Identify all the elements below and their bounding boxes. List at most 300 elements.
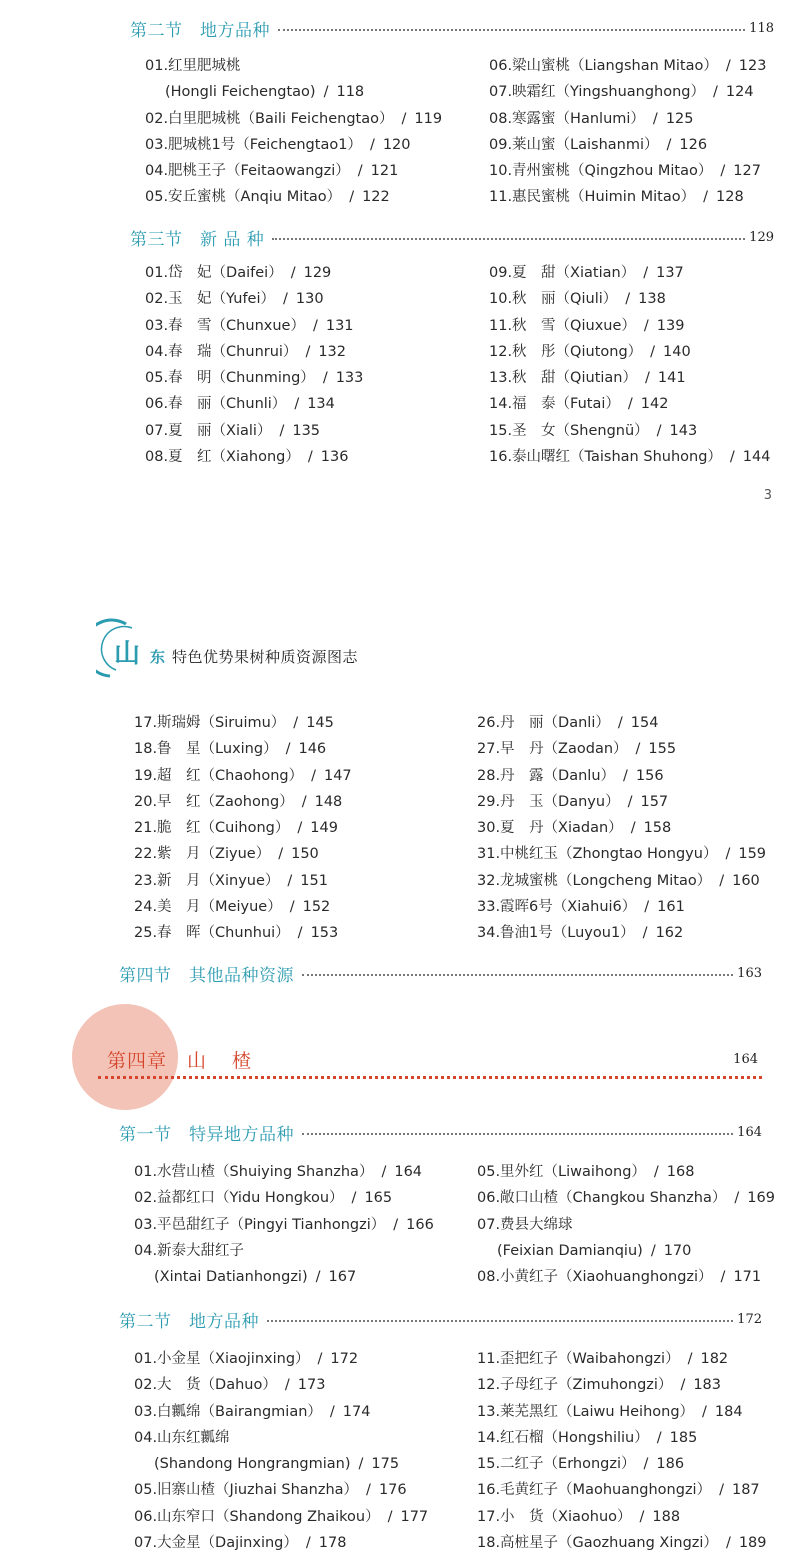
entry-label: 18.高桩星子（Gaozhuang Xingzi）	[477, 1535, 718, 1552]
entry-list-right	[489, 53, 766, 211]
toc-entry[interactable]	[145, 418, 363, 444]
entry-page-number: 164	[394, 1164, 423, 1180]
entry-page-number: 152	[302, 899, 331, 916]
entry-page-number: 159	[738, 846, 767, 863]
entry-separator: /	[322, 370, 328, 387]
toc-entry[interactable]	[477, 789, 766, 815]
entry-label: 12.秋 彤（Qiutong）	[489, 343, 643, 360]
toc-entry[interactable]	[145, 444, 363, 470]
toc-entry[interactable]	[489, 339, 770, 365]
entry-page-number: 131	[325, 317, 354, 334]
entry-separator: /	[627, 396, 633, 413]
section-page-number: 129	[749, 229, 774, 245]
entry-page-number: 176	[378, 1482, 407, 1499]
section-page-number: 118	[749, 20, 774, 36]
entry-separator: /	[315, 1269, 321, 1286]
entry-page-number: 177	[400, 1508, 429, 1525]
book-logo	[96, 618, 166, 684]
entry-label: 04.春 瑞（Chunrui）	[145, 343, 298, 360]
entry-page-number: 155	[648, 741, 677, 758]
entry-page-number: 169	[747, 1190, 775, 1207]
dot-leader	[272, 238, 745, 240]
entry-separator: /	[284, 1377, 290, 1394]
entry-page-number: 186	[656, 1456, 685, 1473]
toc-entry[interactable]	[477, 894, 766, 920]
entry-separator: /	[290, 265, 296, 281]
entry-page-number: 157	[640, 793, 669, 810]
entry-separator: /	[653, 1164, 659, 1180]
toc-entry[interactable]	[134, 841, 352, 867]
toc-entry[interactable]	[134, 1372, 428, 1398]
entry-label: 08.小黄红子（Xiaohuanghongzi）	[477, 1269, 713, 1286]
entry-label: 05.旧寨山楂（Jiuzhai Shanzha）	[134, 1482, 359, 1499]
entry-page-number: 144	[742, 449, 771, 466]
entry-separator: /	[381, 1164, 387, 1180]
entry-list-left	[145, 260, 363, 470]
entry-page-number: 151	[300, 872, 328, 889]
section-title: 第三节 新 品 种	[130, 229, 265, 250]
toc-entry[interactable]	[489, 79, 766, 105]
entry-page-number: 168	[666, 1164, 695, 1180]
toc-entry[interactable]	[134, 1451, 428, 1477]
toc-entry[interactable]	[145, 313, 363, 339]
entry-separator: /	[366, 1482, 371, 1499]
entry-label: 24.美 月（Meiyue）	[134, 899, 282, 916]
entry-page-number: 174	[342, 1403, 371, 1420]
entry-separator: /	[644, 370, 650, 387]
toc-entry[interactable]	[489, 365, 770, 391]
toc-entry[interactable]	[134, 1399, 428, 1425]
entry-label: 14.福 泰（Futai）	[489, 396, 620, 413]
entry-label: 13.秋 甜（Qiutian）	[489, 370, 637, 387]
toc-page-3	[0, 0, 800, 520]
toc-entry[interactable]	[477, 1399, 767, 1425]
entry-label: 02.白里肥城桃（Baili Feichengtao）	[145, 110, 394, 127]
entry-separator: /	[703, 189, 709, 206]
toc-entry[interactable]	[477, 841, 766, 867]
entry-page-number: 147	[323, 767, 352, 784]
section-heading[interactable]	[119, 961, 762, 985]
entry-list-left	[134, 710, 352, 947]
chapter-name[interactable]: 山 楂	[187, 1050, 262, 1072]
entry-page-number: 165	[364, 1190, 393, 1207]
entry-page-number: 175	[371, 1456, 400, 1473]
entry-separator: /	[285, 741, 291, 758]
toc-entry[interactable]	[134, 894, 352, 920]
entry-page-number: 184	[714, 1403, 743, 1420]
entry-page-number: 134	[307, 396, 335, 413]
entry-list-right	[477, 1159, 775, 1290]
toc-entry[interactable]	[477, 1451, 767, 1477]
toc-entry[interactable]	[134, 815, 352, 841]
entry-separator: /	[401, 110, 407, 127]
entry-separator: /	[305, 343, 311, 360]
entry-separator: /	[644, 899, 650, 916]
entry-page-number: 130	[295, 291, 324, 308]
entry-page-number: 126	[679, 136, 708, 153]
entry-separator: /	[643, 1456, 649, 1473]
toc-entry[interactable]	[489, 391, 770, 417]
section-heading[interactable]	[119, 1120, 762, 1144]
entry-label: 06.山东窄口（Shandong Zhaikou）	[134, 1508, 380, 1525]
toc-entry[interactable]	[145, 365, 363, 391]
entry-label: 13.莱芜黑红（Laiwu Heihong）	[477, 1403, 695, 1420]
entry-separator: /	[639, 1508, 645, 1525]
entry-label: 03.肥城桃1号（Feichengtao1）	[145, 136, 362, 153]
entry-separator: /	[387, 1508, 393, 1525]
entry-label: 06.敞口山楂（Changkou Shanzha）	[477, 1190, 727, 1207]
toc-entry[interactable]	[489, 53, 766, 79]
entry-page-number: 140	[663, 343, 691, 360]
toc-entry[interactable]	[489, 260, 770, 286]
entry-label: 10.青州蜜桃（Qingzhou Mitao）	[489, 163, 713, 180]
entry-label: 08.寒露蜜（Hanlumi）	[489, 110, 645, 127]
entry-label: 12.子母红子（Zimuhongzi）	[477, 1377, 673, 1394]
entry-separator: /	[680, 1377, 686, 1394]
entry-label: 20.早 红（Zaohong）	[134, 793, 294, 810]
entry-separator: /	[734, 1190, 740, 1207]
entry-label: (Hongli Feichengtao)	[165, 84, 316, 101]
entry-label: (Feixian Damianqiu)	[497, 1242, 643, 1259]
entry-label: 34.鲁油1号（Luyou1）	[477, 925, 635, 942]
entry-separator: /	[725, 846, 731, 863]
entry-page-number: 166	[406, 1216, 434, 1233]
entry-label: 11.歪把红子（Waibahongzi）	[477, 1351, 680, 1367]
entry-label: 06.梁山蜜桃（Liangshan Mitao）	[489, 58, 718, 74]
entry-label: 21.脆 红（Cuihong）	[134, 820, 290, 837]
entry-separator: /	[652, 110, 658, 127]
entry-separator: /	[687, 1351, 693, 1367]
entry-page-number: 146	[298, 741, 327, 758]
entry-page-number: 121	[370, 163, 399, 180]
entry-label: 18.鲁 星（Luxing）	[134, 741, 278, 758]
entry-separator: /	[297, 820, 303, 837]
entry-page-number: 183	[693, 1377, 722, 1394]
entry-label: 05.春 明（Chunming）	[145, 370, 315, 387]
toc-entry[interactable]	[489, 418, 770, 444]
toc-entry[interactable]	[145, 391, 363, 417]
entry-label: 27.早 丹（Zaodan）	[477, 741, 628, 758]
entry-label: 01.水营山楂（Shuiying Shanzha）	[134, 1164, 374, 1180]
toc-entry[interactable]	[477, 1372, 767, 1398]
entry-separator: /	[625, 291, 631, 308]
entry-label: 15.二红子（Erhongzi）	[477, 1456, 636, 1473]
entry-page-number: 123	[738, 58, 767, 74]
toc-entry[interactable]	[134, 1346, 428, 1372]
entry-label: 11.秋 雪（Qiuxue）	[489, 317, 636, 334]
entry-separator: /	[656, 1429, 662, 1446]
section-title: 第二节 地方品种	[130, 20, 270, 41]
entry-separator: /	[369, 136, 375, 153]
toc-entry[interactable]	[489, 286, 770, 312]
toc-entry[interactable]	[477, 1264, 775, 1290]
section-page-number: 164	[737, 1124, 762, 1140]
entry-label: 10.秋 丽（Qiuli）	[489, 291, 618, 308]
entry-separator: /	[317, 1351, 323, 1367]
toc-entry[interactable]	[134, 1504, 428, 1530]
entry-label: 26.丹 丽（Danli）	[477, 715, 610, 731]
entry-separator: /	[713, 84, 718, 101]
entry-label: 07.夏 丽（Xiali）	[145, 422, 272, 439]
entry-label: 29.丹 玉（Danyu）	[477, 793, 620, 810]
entry-label: 03.春 雪（Chunxue）	[145, 317, 305, 334]
entry-label: 04.肥桃王子（Feitaowangzi）	[145, 163, 350, 180]
toc-entry[interactable]	[134, 1477, 428, 1503]
chapter-page-number: 164	[733, 1052, 758, 1067]
entry-separator: /	[635, 741, 641, 758]
entry-list-left	[134, 1159, 434, 1290]
entry-label: 31.中桃红玉（Zhongtao Hongyu）	[477, 846, 718, 863]
entry-label: 30.夏 丹（Xiadan）	[477, 820, 623, 837]
toc-entry[interactable]	[477, 763, 766, 789]
section-heading[interactable]	[130, 225, 774, 249]
entry-label: 09.莱山蜜（Laishanmi）	[489, 136, 659, 153]
toc-entry[interactable]	[134, 1159, 434, 1185]
toc-entry[interactable]	[489, 184, 766, 210]
entry-label: 06.春 丽（Chunli）	[145, 396, 287, 413]
logo-char-shan: 山	[114, 639, 141, 669]
entry-page-number: 141	[657, 370, 686, 387]
entry-separator: /	[617, 715, 623, 731]
entry-page-number: 148	[314, 793, 343, 810]
entry-page-number: 118	[336, 84, 365, 101]
entry-page-number: 149	[310, 820, 338, 837]
toc-entry[interactable]	[477, 1212, 775, 1238]
entry-page-number: 119	[414, 110, 443, 127]
dot-leader	[267, 1320, 733, 1322]
toc-entry[interactable]	[134, 763, 352, 789]
entry-page-number: 154	[630, 715, 659, 731]
entry-label: 02.玉 妃（Yufei）	[145, 291, 275, 308]
section-title: 第一节 特异地方品种	[119, 1124, 294, 1145]
entry-separator: /	[643, 265, 649, 281]
entry-page-number: 171	[733, 1269, 762, 1286]
entry-label: 23.新 月（Xinyue）	[134, 872, 280, 889]
entry-label: (Shandong Hongrangmian)	[154, 1456, 351, 1473]
entry-page-number: 145	[306, 715, 334, 731]
entry-separator: /	[623, 767, 628, 784]
logo-char-dong: 东	[150, 648, 166, 666]
toc-entry[interactable]	[145, 53, 442, 79]
toc-entry[interactable]	[489, 158, 766, 184]
entry-page-number: 138	[638, 291, 666, 308]
entry-separator: /	[287, 872, 293, 889]
entry-page-number: 158	[643, 820, 672, 837]
toc-entry[interactable]	[477, 1425, 767, 1451]
toc-entry[interactable]	[145, 339, 363, 365]
toc-entry[interactable]	[477, 710, 766, 736]
entry-page-number: 185	[669, 1429, 698, 1446]
entry-separator: /	[357, 163, 363, 180]
entry-label: 32.龙城蜜桃（Longcheng Mitao）	[477, 872, 712, 889]
toc-entry[interactable]	[134, 710, 352, 736]
entry-label: 04.新泰大甜红子	[134, 1242, 245, 1259]
entry-page-number: 136	[320, 449, 349, 466]
entry-page-number: 133	[335, 370, 364, 387]
section-heading[interactable]	[119, 1307, 762, 1331]
toc-entry[interactable]	[145, 79, 442, 105]
entry-page-number: 150	[291, 846, 319, 863]
entry-page-number: 129	[303, 265, 332, 281]
entry-separator: /	[666, 136, 672, 153]
entry-separator: /	[643, 317, 649, 334]
entry-separator: /	[323, 84, 329, 101]
entry-page-number: 167	[328, 1269, 357, 1286]
entry-label: (Xintai Datianhongzi)	[154, 1269, 308, 1286]
chapter-dotted-rule	[98, 1076, 762, 1079]
logo-arc-icon	[96, 618, 166, 684]
toc-entry[interactable]	[134, 1425, 428, 1451]
entry-label: 04.山东红瓤绵	[134, 1429, 230, 1446]
toc-entry[interactable]	[477, 1238, 775, 1264]
entry-page-number: 120	[382, 136, 411, 153]
entry-list-right	[489, 260, 770, 470]
entry-separator: /	[351, 1190, 357, 1207]
entry-label: 07.映霜红（Yingshuanghong）	[489, 84, 705, 101]
entry-label: 02.大 货（Dahuo）	[134, 1377, 277, 1394]
toc-entry[interactable]	[134, 1185, 434, 1211]
entry-label: 09.夏 甜（Xiatian）	[489, 265, 636, 281]
entry-page-number: 161	[657, 899, 685, 916]
toc-entry[interactable]	[134, 1212, 434, 1238]
toc-entry[interactable]	[477, 920, 766, 946]
entry-label: 05.安丘蜜桃（Anqiu Mitao）	[145, 189, 342, 206]
toc-entry[interactable]	[477, 1159, 775, 1185]
entry-separator: /	[279, 422, 285, 439]
entry-separator: /	[642, 925, 648, 942]
toc-page-4	[0, 600, 800, 1552]
entry-separator: /	[650, 343, 656, 360]
entry-label: 01.红里肥城桃	[145, 58, 241, 74]
entry-label: 03.平邑甜红子（Pingyi Tianhongzi）	[134, 1216, 386, 1233]
toc-entry[interactable]	[134, 868, 352, 894]
entry-page-number: 178	[318, 1535, 347, 1552]
toc-entry[interactable]	[489, 313, 770, 339]
entry-page-number: 132	[318, 343, 347, 360]
toc-entry[interactable]	[134, 1264, 434, 1290]
entry-page-number: 156	[635, 767, 664, 784]
entry-separator: /	[702, 1403, 707, 1420]
entry-label: 02.益都红口（Yidu Hongkou）	[134, 1190, 344, 1207]
entry-list-left	[134, 1346, 428, 1556]
entry-page-number: 127	[733, 163, 761, 180]
toc-entry[interactable]	[145, 106, 442, 132]
toc-entry[interactable]	[134, 1238, 434, 1264]
entry-label: 25.春 晖（Chunhui）	[134, 925, 290, 942]
entry-separator: /	[294, 396, 300, 413]
entry-label: 22.紫 月（Ziyue）	[134, 846, 271, 863]
toc-entry[interactable]	[477, 1504, 767, 1530]
entry-label: 01.岱 妃（Daifei）	[145, 265, 283, 281]
entry-separator: /	[393, 1216, 399, 1233]
entry-page-number: 125	[665, 110, 694, 127]
entry-label: 14.红石榴（Hongshiliu）	[477, 1429, 649, 1446]
section-page-number: 163	[737, 965, 762, 981]
toc-entry[interactable]	[477, 1530, 767, 1556]
entry-label: 07.费县大绵球	[477, 1216, 573, 1233]
section-title: 第二节 地方品种	[119, 1311, 259, 1332]
toc-entry[interactable]	[477, 1477, 767, 1503]
entry-label: 15.圣 女（Shengnü）	[489, 422, 649, 439]
toc-entry[interactable]	[134, 920, 352, 946]
entry-separator: /	[719, 872, 725, 889]
entry-page-number: 182	[700, 1351, 729, 1367]
entry-page-number: 188	[652, 1508, 681, 1525]
entry-separator: /	[627, 793, 633, 810]
entry-page-number: 137	[656, 265, 684, 281]
toc-entry[interactable]	[145, 184, 442, 210]
entry-separator: /	[656, 422, 662, 439]
entry-list-right	[477, 1346, 767, 1556]
toc-entry[interactable]	[134, 736, 352, 762]
dot-leader	[302, 1133, 733, 1135]
toc-entry[interactable]	[477, 1346, 767, 1372]
entry-label: 05.里外红（Liwaihong）	[477, 1164, 646, 1180]
entry-separator: /	[719, 1482, 724, 1499]
entry-page-number: 162	[655, 925, 684, 942]
entry-separator: /	[650, 1242, 656, 1259]
toc-entry[interactable]	[489, 106, 766, 132]
toc-entry[interactable]	[477, 1185, 775, 1211]
toc-entry[interactable]	[489, 132, 766, 158]
entry-separator: /	[349, 189, 355, 206]
entry-page-number: 170	[663, 1242, 692, 1259]
toc-entry[interactable]	[477, 815, 766, 841]
entry-separator: /	[297, 925, 303, 942]
toc-entry[interactable]	[145, 158, 442, 184]
toc-entry[interactable]	[145, 286, 363, 312]
toc-entry[interactable]	[477, 736, 766, 762]
entry-separator: /	[305, 1535, 311, 1552]
section-page-number: 172	[737, 1311, 762, 1327]
book-title: 特色优势果树种质资源图志	[172, 648, 359, 666]
entry-page-number: 142	[640, 396, 669, 413]
entry-separator: /	[729, 449, 735, 466]
toc-entry[interactable]	[145, 260, 363, 286]
entry-page-number: 187	[731, 1482, 760, 1499]
entry-label: 33.霞晖6号（Xiahui6）	[477, 899, 637, 916]
entry-separator: /	[725, 1535, 731, 1552]
entry-label: 16.泰山曙红（Taishan Shuhong）	[489, 449, 722, 466]
entry-list-left	[145, 53, 442, 211]
entry-separator: /	[720, 1269, 726, 1286]
entry-separator: /	[630, 820, 636, 837]
entry-label: 17.斯瑞姆（Siruimu）	[134, 715, 286, 731]
entry-separator: /	[358, 1456, 364, 1473]
entry-page-number: 173	[297, 1377, 326, 1394]
entry-page-number: 153	[310, 925, 339, 942]
toc-entry[interactable]	[477, 868, 766, 894]
section-heading[interactable]	[130, 16, 774, 40]
entry-page-number: 160	[732, 872, 760, 889]
entry-page-number: 139	[656, 317, 685, 334]
entry-label: 01.小金星（Xiaojinxing）	[134, 1351, 310, 1367]
toc-entry[interactable]	[489, 444, 770, 470]
toc-entry[interactable]	[134, 789, 352, 815]
entry-separator: /	[725, 58, 731, 74]
toc-entry[interactable]	[145, 132, 442, 158]
entry-separator: /	[278, 846, 284, 863]
entry-separator: /	[329, 1403, 335, 1420]
chapter-title[interactable]: 第四章	[107, 1050, 168, 1072]
entry-page-number: 172	[330, 1351, 359, 1367]
entry-page-number: 135	[292, 422, 321, 439]
entry-page-number: 124	[725, 84, 754, 101]
toc-entry[interactable]	[134, 1530, 428, 1556]
section-title: 第四节 其他品种资源	[119, 965, 294, 986]
entry-label: 08.夏 红（Xiahong）	[145, 449, 300, 466]
page-number: 3	[763, 488, 772, 503]
